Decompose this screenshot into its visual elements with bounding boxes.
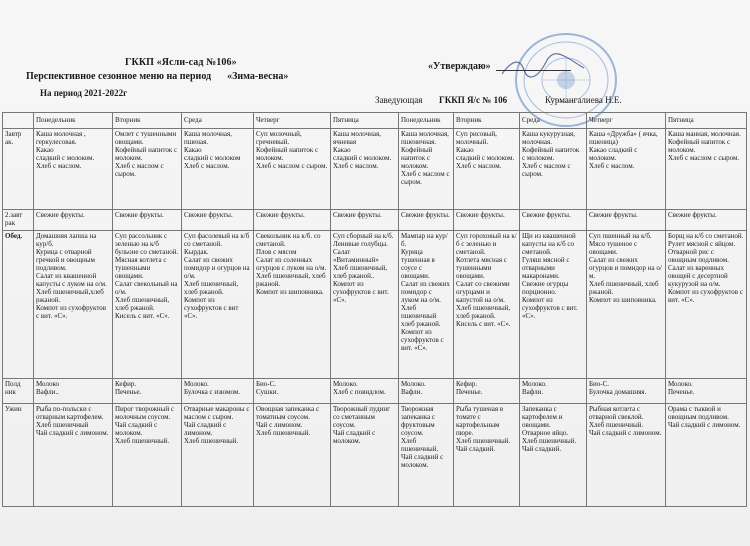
meal-label: Ужин — [3, 404, 34, 507]
menu-cell: Орама с тыквой и овощным подливом. Чай сладкий с лимоном. — [666, 404, 747, 507]
menu-cell: Молоко Вафли.. — [34, 379, 113, 404]
menu-cell: Суп рисовый, молочный. Какао сладкий с молоком. Хлеб с маслом. — [454, 129, 520, 210]
menu-cell: Творожный пудинг со сметанным соусом. Чай сладкий с молоком. — [331, 404, 399, 507]
menu-table — [2, 112, 747, 507]
meal-label: Обед. — [3, 231, 34, 379]
menu-cell: Омлет с тушенными овощами. Кофейный напиток с молоком. Хлеб с маслом с сыром. — [113, 129, 182, 210]
period-label: На период 2021-2022г — [40, 88, 128, 98]
signature-line — [496, 70, 571, 71]
menu-cell: Отварные макароны с маслом с сыром. Чай сладкий с лимоном. Хлеб пшеничный. — [182, 404, 254, 507]
menu-cell: Рыба по-польски с отварным картофелем. Хлеб пшеничный Чай сладкий с лимоном. — [34, 404, 113, 507]
menu-cell: Молоко. Хлеб с повидлом. — [331, 379, 399, 404]
menu-cell: Мампар на кур/б. Курица тушенная в соусе с овощами. Салат из свежих помидор с луком на о/м. Хлеб пшеничный хлеб ржаной. Компот из сухофруктов с вит. «С». — [399, 231, 454, 379]
day-header: Вторник — [454, 113, 520, 129]
menu-cell: Овощная запеканка с томатным соусом. Чай с лимоном. Хлеб пшеничный. — [254, 404, 331, 507]
menu-cell: Свежие фрукты. — [34, 210, 113, 231]
menu-cell: Суп рассольник с зеленью на к/б бульоне со сметаной. Мясная котлета с тушенными овощами. Салат свекольный на о/м. Хлеб пшеничный, хлеб ржаной. Кисель с вит. «С». — [113, 231, 182, 379]
menu-cell: Суп фасолевый на к/б со сметаной. Кырдак. Салат из свежих помидор и огурцов на о/м. Хлеб пшеничный, хлеб ржаной. Компот из сухофруктов с вит «С». — [182, 231, 254, 379]
menu-cell: Суп сборный на к/б. Ленивые голубцы. Салат «Витаминный» Хлеб пшеничный, хлеб ржаной.. Компот из сухофруктов с вит. «С». — [331, 231, 399, 379]
head-title: Заведующая — [375, 95, 423, 105]
meal-label: 2.завт рак — [3, 210, 34, 231]
menu-cell: Творожная запеканка с фруктовым соусом. Хлеб пшеничный. Чай сладкий с молоком. — [399, 404, 454, 507]
menu-cell: Свежие фрукты. — [254, 210, 331, 231]
menu-cell: Домашняя лапша на кур/б. Курица с отварной гречкой и овощным подливом. Салат из квашенной капусты с луком на о/м. Хлеб пшеничный,хлеб ржаной. Компот из сухофруктов с вит. «С». — [34, 231, 113, 379]
head-organization: ГККП Я/с № 106 — [439, 95, 508, 105]
menu-cell: Суп гороховый на к/б с зеленью и сметаной. Котлета мясная с тушенными овощами. Салат со свежими огурцами и капустой на о/м. Хлеб пшеничный, хлеб ржаной. Кисель с вит. «С». — [454, 231, 520, 379]
menu-cell: Свежие фрукты. — [113, 210, 182, 231]
menu-cell: Суп молочный, гречневый. Кофейный напиток с молоком. Хлеб с маслом с сыром. — [254, 129, 331, 210]
subtitle-prefix: Перспективное сезонное меню на период — [26, 71, 212, 82]
menu-cell: Молоко. Вафли. — [399, 379, 454, 404]
day-header: Среда — [182, 113, 254, 129]
menu-cell: Каша «Дружба» ( ячка, пшеница) Какао сладкий с молоком. Хлеб с маслом. — [587, 129, 666, 210]
menu-cell: Каша молочная, пшеная. Какао сладкий с молоком Хлеб с маслом. — [182, 129, 254, 210]
table-row-dinner — [3, 404, 747, 507]
menu-cell: Био-С. Сушки. — [254, 379, 331, 404]
day-header: Четверг — [254, 113, 331, 129]
day-header: Четверг — [587, 113, 666, 129]
document-subtitle — [26, 71, 288, 82]
menu-cell: Суп пшенный на к/б. Мясо тушеное с овощами. Салат из свежих огурцов и помидор на о/м. Хлеб пшеничный, хлеб ржаной. Компот из шиповника. — [587, 231, 666, 379]
document-title: ГККП «Ясли-сад №106» — [125, 57, 237, 68]
menu-cell: Рыбная котлета с отварной свеклой. Хлеб пшеничный. Чай сладкий с лимоном. — [587, 404, 666, 507]
day-header: Понедельник — [399, 113, 454, 129]
menu-cell: Свежие фрукты. — [399, 210, 454, 231]
table-row-breakfast — [3, 129, 747, 210]
meal-label: Полд ник — [3, 379, 34, 404]
menu-cell: Свекольник на к/б. со сметаной. Плов с мясом Салат из соленных огурцов с луком на о/м. Хлеб пшеничный, хлеб ржаной. Компот из шиповника. — [254, 231, 331, 379]
menu-cell: Молоко. Вафли. — [520, 379, 587, 404]
menu-cell: Свежие фрукты. — [587, 210, 666, 231]
menu-cell: Борщ на к/б со сметаной. Рулет мясной с яйцом. Отварной рис с овощным подливом. Салат из варенных овощей с десертной кукурузой на о/м. Компот из сухофруктов с вит. «С». — [666, 231, 747, 379]
menu-cell: Био-С. Булочка домашняя. — [587, 379, 666, 404]
day-header: Понедельник — [34, 113, 113, 129]
menu-cell: Свежие фрукты. — [331, 210, 399, 231]
day-header: Среда — [520, 113, 587, 129]
menu-cell: Свежие фрукты. — [182, 210, 254, 231]
meal-label: Завтр ак. — [3, 129, 34, 210]
day-header: Пятница — [331, 113, 399, 129]
menu-cell: Свежие фрукты. — [520, 210, 587, 231]
menu-cell: Свежие фрукты. — [666, 210, 747, 231]
signature-icon — [498, 52, 588, 82]
menu-cell: Пирог творожный с молочным соусом. Чай сладкий с молоком. Хлеб пшеничный. — [113, 404, 182, 507]
approve-label: «Утверждаю» — [428, 61, 491, 72]
menu-cell: Каша молочная , геркулесовая. Какао сладкий с молоком. Хлеб с маслом. — [34, 129, 113, 210]
menu-cell: Каша молочная, пшеничная. Кофейный напиток с молоком. Хлеб с маслом с сыром. — [399, 129, 454, 210]
day-header: Пятница — [666, 113, 747, 129]
menu-cell: Каша кукурузная, молочная. Кофейный напиток с молоком. Хлеб с маслом с сыром. — [520, 129, 587, 210]
head-name: Курмангалиева Н.Е. — [545, 95, 622, 105]
menu-cell: Каша молочная, ячневая Какао сладкий с молоком. Хлеб с маслом. — [331, 129, 399, 210]
table-row-lunch — [3, 231, 747, 379]
menu-cell: Каша манная, молочная. Кофейный напиток с молоком. Хлеб с маслом с сыром. — [666, 129, 747, 210]
menu-cell: Кефир. Печенье. — [454, 379, 520, 404]
menu-cell: Молоко. Булочка с изюмом. — [182, 379, 254, 404]
header-corner — [3, 113, 34, 129]
menu-cell: Молоко. Печенье. — [666, 379, 747, 404]
menu-cell: Запеканка с картофелем и овощами. Отварное яйцо. Хлеб пшеничный. Чай сладкий. — [520, 404, 587, 507]
table-row-second-breakfast — [3, 210, 747, 231]
menu-cell: Кефир. Печенье. — [113, 379, 182, 404]
table-row-afternoon-snack — [3, 379, 747, 404]
menu-cell: Свежие фрукты. — [454, 210, 520, 231]
menu-cell: Щи из квашенной капусты на к/б со сметаной. Гуляш мясной с отварными макаронами. Свежие огурцы порционно. Компот из сухофруктов с вит. «С». — [520, 231, 587, 379]
menu-cell: Рыба тушеная в томате с картофельным пюре. Хлеб пшеничный. Чай сладкий. — [454, 404, 520, 507]
subtitle-season: «Зима-весна» — [227, 71, 289, 82]
table-header-row — [3, 113, 747, 129]
day-header: Вторник — [113, 113, 182, 129]
